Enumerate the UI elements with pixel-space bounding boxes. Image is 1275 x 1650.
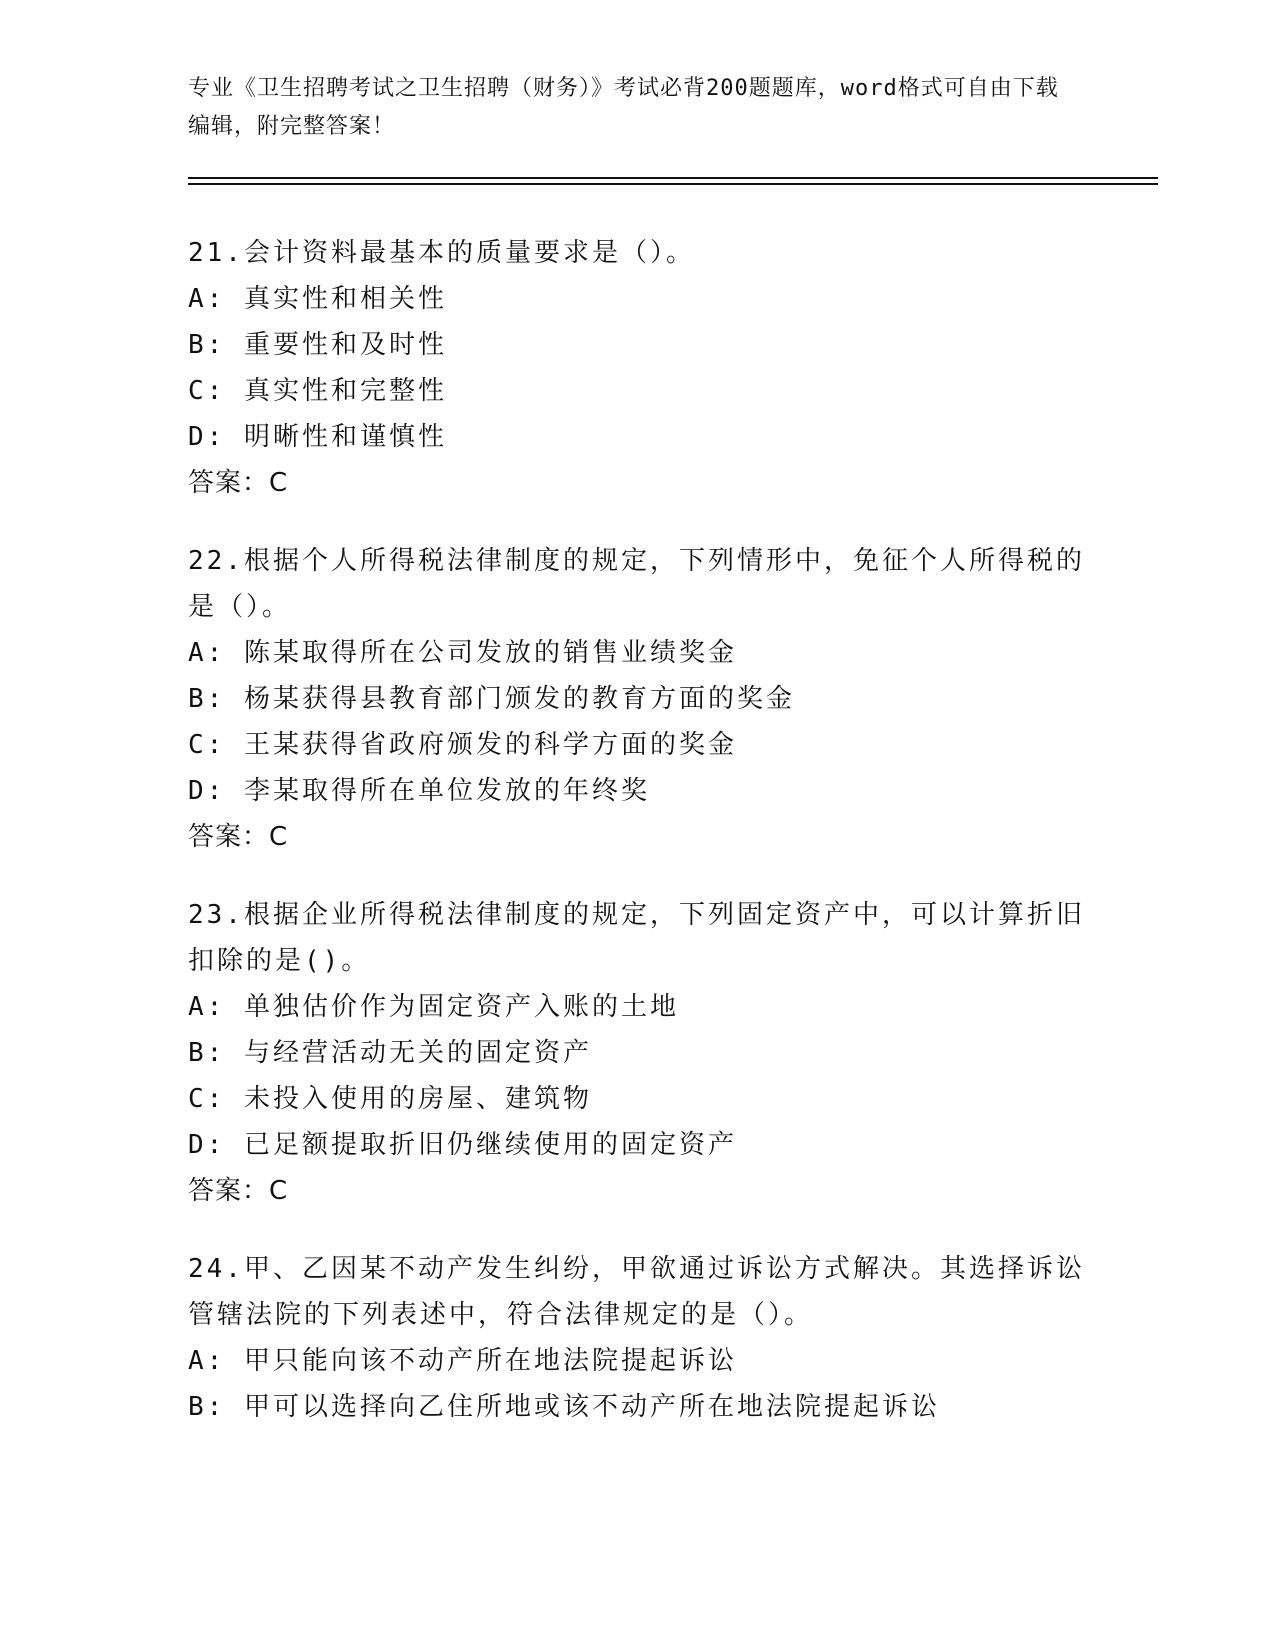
header-divider-bottom	[188, 183, 1158, 185]
question-stem: 23.根据企业所得税法律制度的规定，下列固定资产中，可以计算折旧扣除的是()。	[188, 900, 1085, 976]
option-b: B: 杨某获得县教育部门颁发的教育方面的奖金	[188, 684, 795, 714]
question-list	[188, 230, 1088, 1462]
option-a: A: 陈某取得所在公司发放的销售业绩奖金	[188, 638, 737, 668]
option-d: D: 已足额提取折旧仍继续使用的固定资产	[188, 1130, 737, 1160]
option-b: B: 与经营活动无关的固定资产	[188, 1038, 592, 1068]
option-c: C: 王某获得省政府颁发的科学方面的奖金	[188, 730, 737, 760]
question-23	[188, 892, 1088, 1214]
question-21	[188, 230, 1088, 506]
question-stem: 22.根据个人所得税法律制度的规定，下列情形中，免征个人所得税的是（）。	[188, 546, 1085, 622]
option-d: D: 李某取得所在单位发放的年终奖	[188, 776, 650, 806]
option-d: D: 明晰性和谨慎性	[188, 422, 447, 452]
option-a: A: 甲只能向该不动产所在地法院提起诉讼	[188, 1346, 737, 1376]
option-a: A: 真实性和相关性	[188, 284, 447, 314]
answer-text: 答案：C	[188, 1176, 289, 1206]
option-c: C: 真实性和完整性	[188, 376, 447, 406]
document-header: 专业《卫生招聘考试之卫生招聘（财务）》考试必背200题题库，word格式可自由下载编辑，附完整答案！	[188, 76, 1059, 139]
header-divider-top	[188, 177, 1158, 179]
question-stem: 21.会计资料最基本的质量要求是（）。	[188, 238, 695, 268]
option-b: B: 重要性和及时性	[188, 330, 447, 360]
option-a: A: 单独估价作为固定资产入账的土地	[188, 992, 679, 1022]
question-stem: 24.甲、乙因某不动产发生纠纷，甲欲通过诉讼方式解决。其选择诉讼管辖法院的下列表述中，符合法律规定的是（）。	[188, 1254, 1085, 1330]
answer-text: 答案：C	[188, 468, 289, 498]
question-22	[188, 538, 1088, 860]
answer-text: 答案：C	[188, 822, 289, 852]
option-b: B: 甲可以选择向乙住所地或该不动产所在地法院提起诉讼	[188, 1392, 940, 1422]
question-24	[188, 1246, 1088, 1430]
option-c: C: 未投入使用的房屋、建筑物	[188, 1084, 592, 1114]
